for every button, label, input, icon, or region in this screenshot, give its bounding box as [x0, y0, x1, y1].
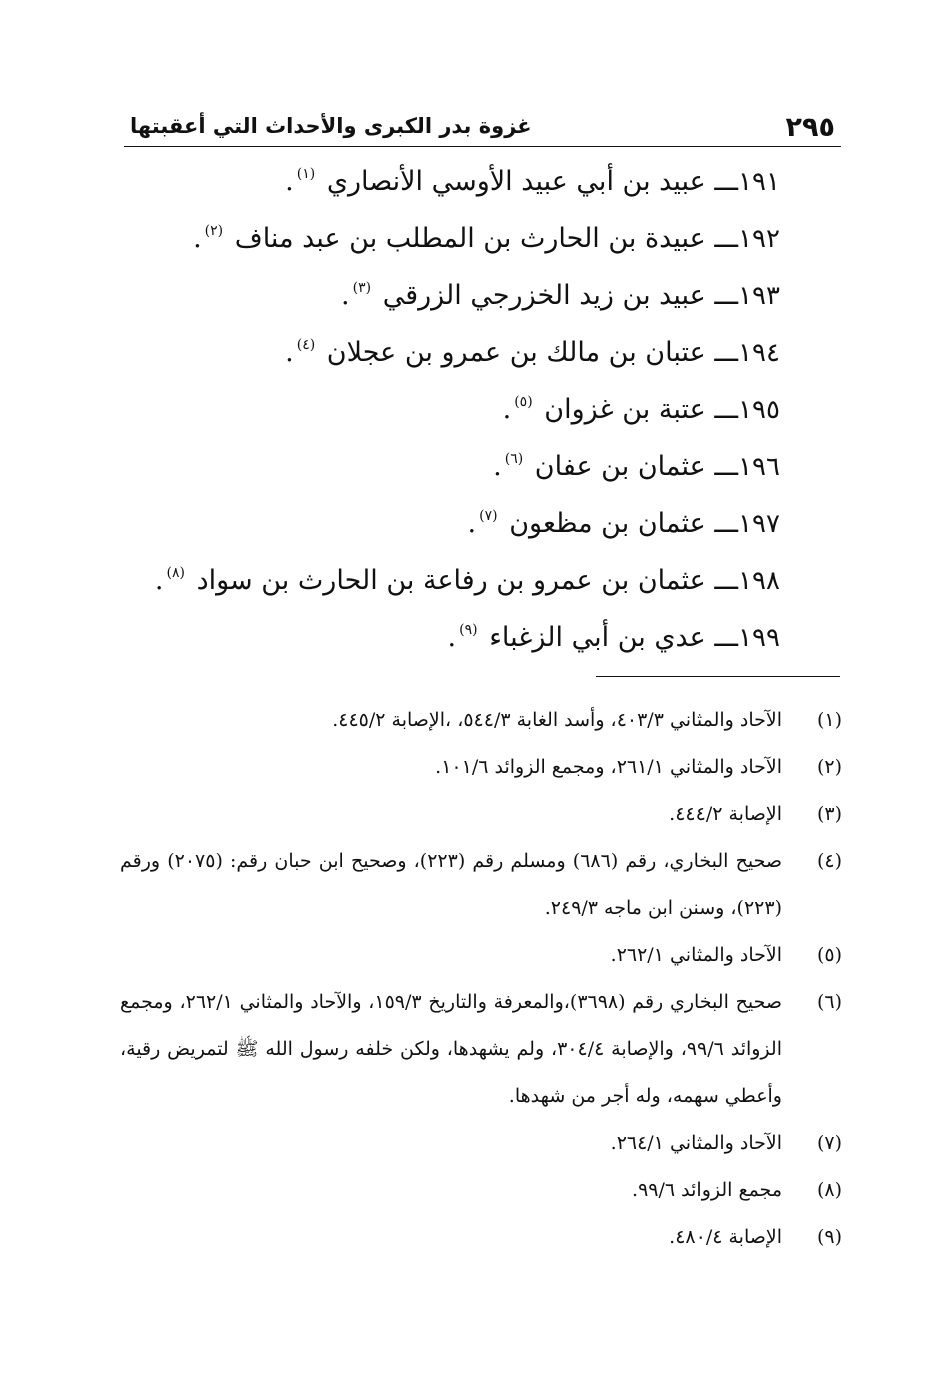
- footnote-ref: (٥): [514, 394, 533, 410]
- footnote: [120, 932, 842, 979]
- footnote: [120, 791, 842, 838]
- footnote-ref: (٢): [204, 223, 224, 239]
- entry-number: ١٩٢: [738, 224, 780, 254]
- footnote-ref: (٣): [352, 280, 372, 296]
- entry-dash: ـــ: [714, 565, 739, 596]
- entry-name: عدي بن أبي الزغباء: [489, 622, 706, 653]
- footnote: [120, 979, 842, 1120]
- entry-period: .: [447, 622, 457, 653]
- footnote-number: (٢): [816, 756, 842, 778]
- list-item: [150, 431, 780, 488]
- entry-dash: ـــ: [714, 622, 739, 653]
- entry-name: عثمان بن عمرو بن رفاعة بن الحارث بن سواد: [196, 565, 706, 596]
- footnote-number: (١): [816, 709, 842, 731]
- entry-name: عثمان بن مظعون: [509, 508, 706, 539]
- footnote-ref: (٤): [296, 337, 316, 353]
- entry-name: عبيد بن أبي عبيد الأوسي الأنصاري: [326, 166, 706, 197]
- footnote-separator: [596, 676, 840, 677]
- footnote: [120, 1214, 842, 1261]
- footnote-number: (٤): [816, 850, 842, 872]
- entry-dash: ـــ: [714, 451, 739, 482]
- page-header: [124, 108, 841, 147]
- list-item: [150, 545, 780, 602]
- page-number: ٢٩٥: [785, 112, 835, 143]
- footnote-number: (٣): [816, 803, 842, 825]
- entry-dash: ـــ: [714, 337, 739, 368]
- entry-period: .: [285, 337, 294, 368]
- footnote-text: الآحاد والمثاني ٢٦١/١، ومجمع الزوائد ١٠١/٦.: [435, 756, 782, 778]
- footnote-number: (٧): [816, 1132, 842, 1154]
- entry-number: ١٩١: [738, 167, 780, 197]
- entry-period: .: [193, 223, 202, 254]
- footnote-ref: (١): [296, 166, 316, 182]
- entry-dash: ـــ: [714, 166, 739, 197]
- entry-period: .: [341, 280, 350, 311]
- list-item: [150, 146, 780, 203]
- footnote: [120, 1167, 842, 1214]
- footnote-ref: (٨): [166, 565, 185, 581]
- entry-name: عتبان بن مالك بن عمرو بن عجلان: [326, 337, 706, 368]
- entry-number: ١٩٩: [738, 623, 780, 653]
- entry-dash: ـــ: [714, 508, 739, 539]
- companions-list: [150, 146, 780, 659]
- entry-period: .: [285, 166, 294, 197]
- entry-period: .: [467, 508, 477, 539]
- footnote-number: (٥): [816, 944, 842, 966]
- footnote-ref: (٩): [459, 622, 478, 638]
- list-item: [150, 203, 780, 260]
- footnote-text: الإصابة ٤٤٤/٢.: [669, 803, 782, 825]
- entry-number: ١٩٥: [738, 395, 780, 425]
- list-item: [150, 602, 780, 659]
- entry-dash: ـــ: [714, 223, 739, 254]
- footnote-number: (٦): [816, 991, 842, 1013]
- running-title: غزوة بدر الكبرى والأحداث التي أعقبتها: [130, 114, 532, 138]
- footnote-text: الإصابة ٤٨٠/٤.: [669, 1226, 782, 1248]
- list-item: [150, 488, 780, 545]
- footnote: [120, 1120, 842, 1167]
- entry-number: ١٩٨: [738, 566, 780, 596]
- footnote-text: صحيح البخاري، رقم (٦٨٦) ومسلم رقم (٢٢٣)، وصحيح ابن حبان رقم: (٢٠٧٥) ورقم (٢٢٣)، وسنن ابن ماجه ٢٤٩/٣.: [120, 850, 782, 919]
- list-item: [150, 317, 780, 374]
- footnote-text: الآحاد والمثاني ٢٦٢/١.: [610, 944, 782, 966]
- entry-number: ١٩٦: [738, 452, 780, 482]
- footnote-text: الآحاد والمثاني ٤٠٣/٣، وأسد الغابة ٥٤٤/٣، ،الإصابة ٤٤٥/٢.: [332, 709, 782, 731]
- entry-dash: ـــ: [714, 280, 739, 311]
- entry-number: ١٩٤: [738, 338, 780, 368]
- entry-dash: ـــ: [714, 394, 739, 425]
- footnote-number: (٩): [816, 1226, 842, 1248]
- entry-period: .: [493, 451, 502, 482]
- footnote-text: الآحاد والمثاني ٢٦٤/١.: [610, 1132, 782, 1154]
- entry-number: ١٩٧: [738, 509, 780, 539]
- footnote-text: مجمع الزوائد ٩٩/٦.: [632, 1179, 782, 1201]
- footnotes: [120, 697, 842, 1261]
- footnote-number: (٨): [816, 1179, 842, 1201]
- footnote: [120, 744, 842, 791]
- entry-name: عبيدة بن الحارث بن المطلب بن عبد مناف: [234, 223, 706, 254]
- entry-period: .: [502, 394, 512, 425]
- entry-name: عثمان بن عفان: [534, 451, 706, 482]
- footnote: [120, 838, 842, 932]
- footnote-text: صحيح البخاري رقم (٣٦٩٨)،والمعرفة والتاريخ ١٥٩/٣، والآحاد والمثاني ٢٦٢/١، ومجمع الزوائد ٩٩/٦، والإصابة ٣٠٤/٤، ولم يشهدها، ولكن خلفه رسول الله ﷺ لتمريض رقية، وأعطي سهمه، وله أجر من شهدها.: [120, 991, 783, 1107]
- entry-period: .: [154, 565, 164, 596]
- entry-name: عبيد بن زيد الخزرجي الزرقي: [382, 280, 706, 311]
- list-item: [150, 260, 780, 317]
- footnote-ref: (٧): [479, 508, 498, 524]
- list-item: [150, 374, 780, 431]
- footnote-ref: (٦): [504, 451, 524, 467]
- entry-number: ١٩٣: [738, 281, 780, 311]
- entry-name: عتبة بن غزوان: [544, 394, 706, 425]
- footnote: [120, 697, 842, 744]
